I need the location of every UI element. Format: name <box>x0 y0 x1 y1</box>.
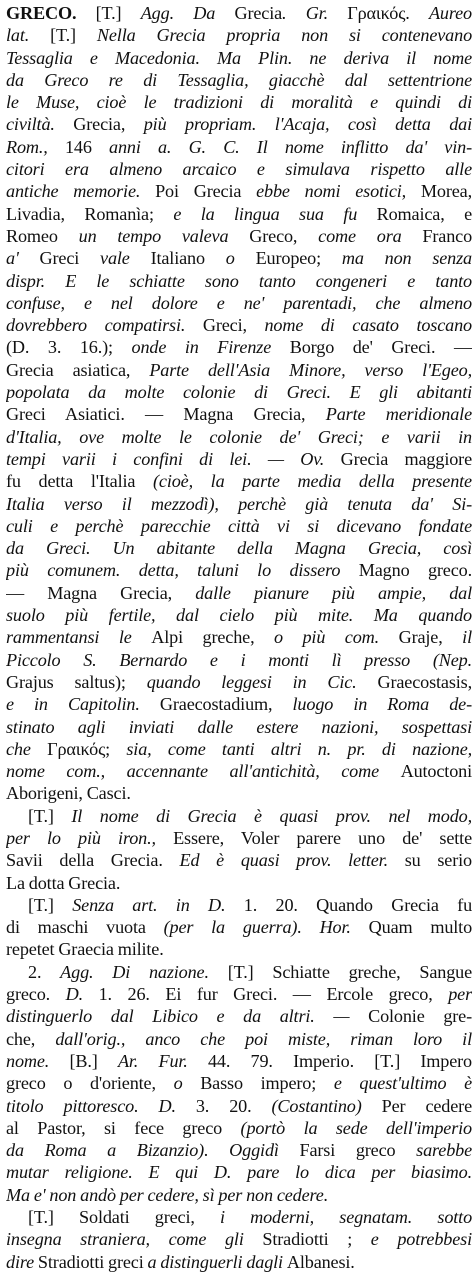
entry-line <box>6 314 472 336</box>
entry-line <box>6 270 472 292</box>
entry-text-segment: anni a. G. C. Il nome inflitto da' vin- <box>109 136 472 157</box>
entry-text-segment: Gr. <box>305 3 348 23</box>
entry-text-segment: (cioè, la parte media della presente <box>153 471 472 492</box>
entry-text-segment: o <box>225 248 256 269</box>
entry-text-segment: Ma e' non andò per cedere, sì per non cedere. <box>6 1184 329 1205</box>
entry-text-segment: nome com., accennante all'antichità, come <box>6 761 401 782</box>
entry-text-segment: da Greco re di Tessaglia, giacchè dal settentrione <box>6 69 472 90</box>
entry-line <box>6 626 472 648</box>
entry-text-segment: titolo pittoresco. D. <box>6 1095 196 1116</box>
entry-text-segment: Quam multo <box>368 917 472 938</box>
entry-line <box>6 1072 472 1094</box>
entry-text-segment: Hor. <box>319 917 369 938</box>
entry-line <box>6 849 472 871</box>
entry-line <box>6 827 472 849</box>
entry-text-segment: Grecia asiatica, <box>6 359 150 380</box>
entry-line <box>6 47 472 69</box>
entry-text-segment: dalle pianure più ampie, dal <box>195 582 472 603</box>
entry-line <box>6 69 472 91</box>
entry-line <box>6 113 472 135</box>
entry-text-segment: Essere, Voler parere uno de' sette <box>173 827 472 848</box>
entry-line <box>6 1139 472 1161</box>
entry-line <box>6 604 472 626</box>
entry-line <box>6 649 472 671</box>
entry-text-segment: (Costantino) <box>271 1095 382 1116</box>
entry-text-segment: vale <box>100 248 151 269</box>
entry-text-segment: D. <box>65 984 99 1005</box>
entry-text-segment: tempi varii i confini di lei. — Ov. <box>6 448 341 469</box>
entry-text-segment: e quest'ultimo è <box>333 1073 472 1094</box>
entry-text-segment: confuse, e nel dolore e ne' parentadi, che almeno <box>6 292 472 313</box>
entry-line <box>6 247 472 269</box>
entry-line <box>6 537 472 559</box>
entry-line <box>6 1184 472 1206</box>
entry-text-segment: distinguerlo dal Libico e da altri. — <box>6 1006 369 1027</box>
entry-text-segment: lat. <box>6 25 51 46</box>
entry-line <box>6 91 472 113</box>
entry-text-segment: Magno greco. <box>358 560 472 581</box>
entry-text-segment: Farsi greco <box>299 1140 417 1161</box>
entry-text-segment: civiltà. <box>6 114 74 135</box>
entry-text-segment: suolo più fertile, dal cielo più mite. Ma quando <box>6 605 472 626</box>
entry-text-segment: 146 <box>64 136 110 157</box>
entry-text-segment: Il nome di Grecia è quasi prov. nel modo, <box>71 805 472 826</box>
entry-text-segment: più propriam. l'Acaja, così detta dai <box>143 114 472 135</box>
entry-text-segment: luogo in Roma de- <box>292 694 472 715</box>
entry-text-segment: Greci Asiatici. — Magna Grecia, <box>6 404 326 425</box>
entry-text-segment: ebbe nomi esotici, <box>256 181 421 202</box>
entry-text-segment: [T.] <box>50 25 97 46</box>
entry-text-segment: popolata da molte colonie di Greci. E gli abitanti <box>6 382 472 403</box>
entry-text-segment: [T.] <box>28 1207 80 1228</box>
entry-line <box>6 292 472 314</box>
entry-text-segment: Ed è quasi prov. letter. <box>179 850 405 871</box>
entry-line <box>6 1251 472 1273</box>
entry-text-segment: 2. <box>28 961 61 982</box>
entry-text-segment: (D. 3. 16.); <box>6 337 132 358</box>
entry-text-segment: Colonie gre- <box>368 1006 472 1027</box>
entry-text-segment: nome di casato toscano <box>264 315 472 336</box>
entry-text-segment: Aureo <box>428 3 472 23</box>
entry-text-segment: Soldati greci, <box>79 1207 220 1228</box>
entry-text-segment: per <box>448 984 472 1005</box>
entry-text-segment: Agg. Di nazione. <box>60 961 228 982</box>
entry-text-segment: Per cedere <box>381 1095 472 1116</box>
entry-text-segment: Tessaglia e Macedonia. Ma Plin. ne deriva il nome <box>6 47 472 68</box>
entry-text-segment: Stradiotti ; <box>262 1229 371 1250</box>
entry-text-segment: dispr. E le schiatte sono tanto congeneri e tanto <box>6 270 472 291</box>
entry-text-segment: Graecostadium, <box>159 694 293 715</box>
entry-line <box>6 582 472 604</box>
entry-line <box>6 515 472 537</box>
entry-line <box>6 1050 472 1072</box>
entry-text-segment: d'Italia, ove molte le colonie de' Greci; e varii in <box>6 426 472 447</box>
entry-text-segment: Aborigeni, Casci. <box>6 783 131 804</box>
entry-line <box>6 158 472 180</box>
entry-text-segment: come ora <box>318 225 423 246</box>
entry-text-segment: Γραικός. <box>347 3 429 23</box>
entry-text-segment: le Muse, cioè le tradizioni di moralità e quindi di <box>6 92 472 113</box>
entry-text-segment: i moderni, segnatam. sotto <box>219 1207 472 1228</box>
entry-line <box>6 136 472 158</box>
entry-text-segment: [B.] <box>69 1050 118 1071</box>
entry-line <box>6 938 472 960</box>
entry-text-segment: 3. 20. <box>195 1095 272 1116</box>
entry-line <box>6 1228 472 1250</box>
entry-text-segment: che <box>6 738 48 759</box>
entry-text-segment: fu detta l'Italia <box>6 471 153 492</box>
entry-line <box>6 381 472 403</box>
entry-text-segment: Grecia maggiore <box>340 448 472 469</box>
entry-line <box>6 470 472 492</box>
entry-text-segment: Greci, <box>202 315 265 336</box>
entry-text-segment: di maschi vuota <box>6 917 164 938</box>
entry-text-segment: nome. <box>6 1050 70 1071</box>
entry-text-segment: Alpi greche, <box>151 627 274 648</box>
entry-text-segment: . <box>282 3 306 23</box>
entry-line <box>6 336 472 358</box>
entry-line <box>6 359 472 381</box>
entry-text-segment: Greco, <box>249 225 319 246</box>
entry-text-segment: ma non senza <box>341 248 472 269</box>
entry-text-segment: dall'orig., anco che poi miste, riman loro il <box>55 1028 472 1049</box>
entry-text-segment: citori era almeno arcaico e simulava rispetto alle <box>6 159 472 180</box>
entry-text-segment: al Pastor, si fece greco <box>6 1117 241 1138</box>
dictionary-page <box>6 2 472 1273</box>
entry-text-segment: mutar religione. E qui D. pare lo dica per biasimo. <box>6 1162 472 1183</box>
entry-text-segment: [T.] <box>28 894 73 915</box>
entry-line <box>6 916 472 938</box>
entry-text-segment: Borgo de' Greci. — <box>289 337 472 358</box>
entry-text-segment: a' <box>6 248 40 269</box>
entry-text-segment: un tempo valeva <box>78 225 250 246</box>
entry-text-segment: Poi <box>155 181 194 202</box>
entry-text-segment: Stradiotti greci <box>37 1251 148 1272</box>
entry-text-segment: Grecia <box>234 3 283 23</box>
entry-text-segment: Romaica, e <box>376 203 472 224</box>
dictionary-entry-greco <box>6 2 472 1273</box>
entry-text-segment: greco o d'oriente, <box>6 1073 174 1094</box>
entry-text-segment: Nella Grecia propria non si contenevano <box>96 25 472 46</box>
entry-text-segment: dire <box>6 1251 38 1272</box>
entry-text-segment: [T.] <box>95 3 141 23</box>
entry-text-segment: [T.] Schiatte greche, Sangue <box>227 961 472 982</box>
entry-line <box>6 403 472 425</box>
entry-text-segment: Graecostasis, <box>377 671 472 692</box>
entry-text-segment: che, <box>6 1028 56 1049</box>
entry-line <box>6 894 472 916</box>
entry-text-segment: e in Capitolin. <box>6 694 160 715</box>
entry-line <box>6 180 472 202</box>
entry-text-segment: 1. 20. <box>243 894 317 915</box>
entry-text-segment: Ercole greco, <box>326 984 449 1005</box>
entry-line <box>6 671 472 693</box>
entry-text-segment: repetet Graecia milite. <box>6 939 164 960</box>
entry-text-segment: (per la guerra). <box>163 917 320 938</box>
entry-line <box>6 693 472 715</box>
entry-line <box>6 805 472 827</box>
entry-text-segment: greco. <box>6 984 66 1005</box>
entry-line <box>6 760 472 782</box>
entry-text-segment: stinato agli inviati dalle estere nazioni, sospettasi <box>6 716 472 737</box>
entry-text-segment: Morea, <box>420 181 472 202</box>
entry-line <box>6 2 472 24</box>
entry-line <box>6 1117 472 1139</box>
entry-text-segment: Autoctoni <box>400 761 472 782</box>
entry-text-segment: Savii della Grecia. <box>6 850 180 871</box>
entry-line <box>6 738 472 760</box>
entry-text-segment: La dotta Grecia. <box>6 872 121 893</box>
entry-text-segment: Parte dell'Asia Minore, verso l'Egeo, <box>149 359 472 380</box>
entry-text-segment: Albanesi. <box>286 1251 355 1272</box>
entry-text-segment: o più com. <box>274 627 399 648</box>
entry-line <box>6 782 472 804</box>
entry-text-segment: da Roma a Bizanzio). Oggidì <box>6 1140 300 1161</box>
entry-text-segment: Ar. Fur. <box>117 1050 208 1071</box>
entry-text-segment: da Greci. Un abitante della Magna Grecia, così <box>6 538 472 559</box>
entry-text-segment: Γραικός; <box>47 738 127 759</box>
entry-text-segment: Basso impero; <box>200 1073 334 1094</box>
entry-text-segment: Italia verso il mezzodì), perchè già tenuta da' Si- <box>6 493 472 514</box>
entry-text-segment: rammentansi le <box>6 627 152 648</box>
entry-text-segment: Franco <box>422 225 472 246</box>
entry-text-segment: Parte meridionale <box>325 404 472 425</box>
entry-line <box>6 225 472 247</box>
entry-text-segment: Grecia <box>193 181 257 202</box>
entry-text-segment: e la lingua sua fu <box>173 203 377 224</box>
entry-text-segment: [T.] <box>28 805 72 826</box>
entry-text-segment: Europeo; <box>255 248 342 269</box>
entry-text-segment: (portò la sede dell'imperio <box>240 1117 472 1138</box>
entry-text-segment: Rom., <box>6 136 65 157</box>
entry-text-segment: su serio <box>404 850 472 871</box>
entry-text-segment: 44. 79. Imperio. [T.] Impero <box>207 1050 472 1071</box>
entry-text-segment: Grajus saltus); <box>6 671 147 692</box>
entry-line <box>6 983 472 1005</box>
entry-text-segment: più comunem. detta, taluni lo dissero <box>6 560 359 581</box>
entry-line <box>6 716 472 738</box>
entry-text-segment: Graje, <box>398 627 463 648</box>
entry-text-segment: il <box>462 627 472 648</box>
entry-line <box>6 24 472 46</box>
entry-text-segment: Grecia, <box>73 114 144 135</box>
entry-text-segment: antiche memorie. <box>6 181 156 202</box>
entry-text-segment: — Magna Grecia, <box>6 582 196 603</box>
entry-line <box>6 961 472 983</box>
entry-text-segment: quando leggesi in Cic. <box>146 671 378 692</box>
entry-line <box>6 426 472 448</box>
entry-text-segment: sia, come tanti altri n. pr. di nazione, <box>126 738 472 759</box>
entry-line <box>6 1095 472 1117</box>
entry-text-segment: Romeo <box>6 225 79 246</box>
entry-text-segment: o <box>173 1073 201 1094</box>
entry-line <box>6 448 472 470</box>
entry-line <box>6 493 472 515</box>
entry-line <box>6 559 472 581</box>
entry-line <box>6 1161 472 1183</box>
entry-line <box>6 872 472 894</box>
entry-line <box>6 1028 472 1050</box>
entry-text-segment: e potrebbesi <box>370 1229 472 1250</box>
entry-text-segment: insegna straniera, come gli <box>6 1229 263 1250</box>
entry-text-segment: a distinguerli dagli <box>147 1251 287 1272</box>
entry-text-segment: Agg. Da <box>140 3 235 23</box>
entry-text-segment: onde in Firenze <box>131 337 290 358</box>
entry-text-segment: 1. 26. Ei fur Greci. — <box>98 984 327 1005</box>
entry-text-segment: Italiano <box>150 248 226 269</box>
entry-text-segment: Quando Grecia fu <box>316 894 472 915</box>
entry-line <box>6 1005 472 1027</box>
entry-text-segment: Senza art. in D. <box>72 894 244 915</box>
headword: GRECO. <box>6 3 96 23</box>
entry-text-segment: culi e perchè parecchie città vi si dicevano fondate <box>6 515 472 536</box>
entry-text-segment: sarebbe <box>416 1140 472 1161</box>
entry-line <box>6 1206 472 1228</box>
entry-text-segment: Greci <box>39 248 101 269</box>
entry-text-segment: dovrebbero compatirsi. <box>6 315 203 336</box>
entry-text-segment: per lo più iron., <box>6 827 174 848</box>
entry-text-segment: Piccolo S. Bernardo e i monti lì presso (Nep. <box>6 649 472 670</box>
entry-text-segment: Livadia, Romanìa; <box>6 203 174 224</box>
entry-line <box>6 203 472 225</box>
